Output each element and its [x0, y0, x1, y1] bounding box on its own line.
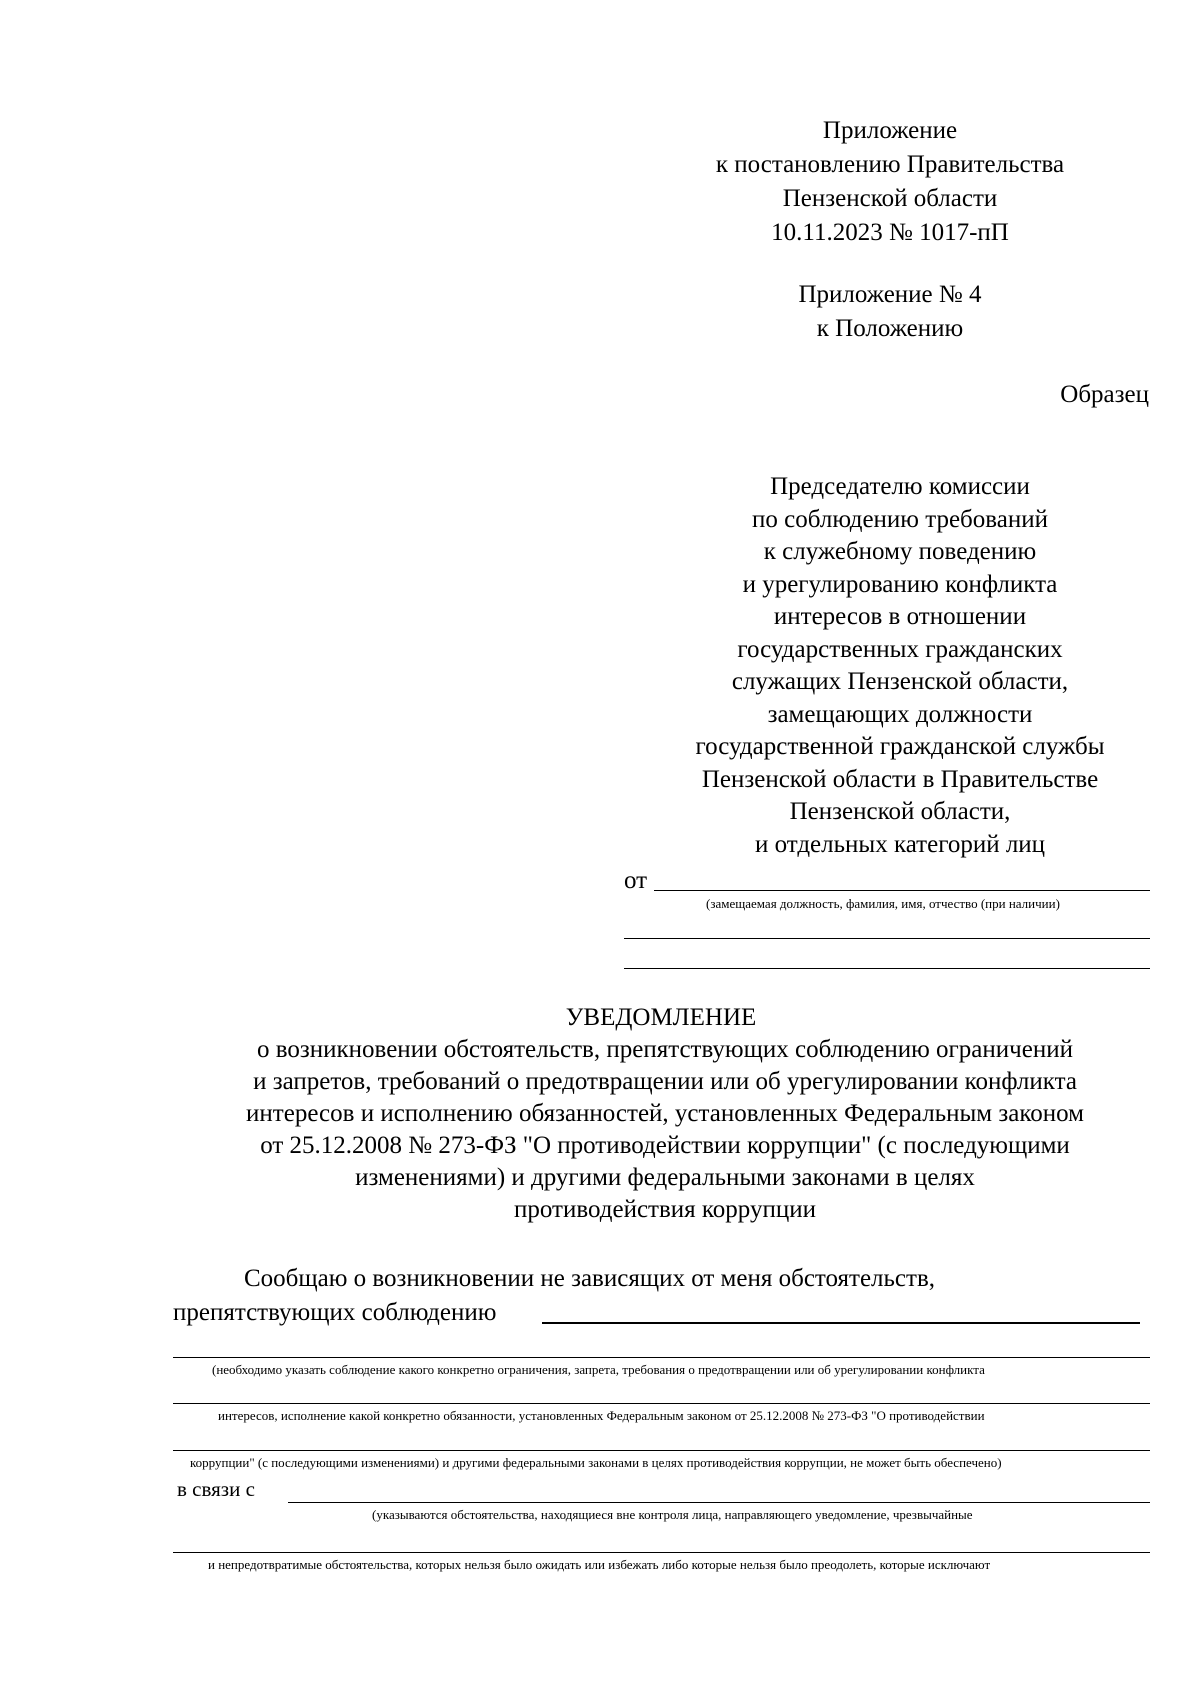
addressee-line: интересов в отношении: [773, 603, 1027, 630]
approval-block: [660, 114, 1120, 250]
addressee-line: замещающих должности: [767, 700, 1033, 728]
addressee-line: и отдельных категорий лиц: [754, 830, 1046, 858]
fill-line[interactable]: [173, 1450, 1150, 1451]
addressee-line: Пензенской области в Правительстве: [701, 765, 1099, 793]
from-fill-line[interactable]: [654, 890, 1150, 891]
addressee-line: государственной гражданской службы: [695, 733, 1105, 760]
caption-line: (необходимо указать соблюдение какого конкретно ограничения, запрета, требования о предотвращении или об урегулировании конфликта: [212, 1362, 985, 1377]
caption-line: коррупции" (с последующими изменениями) и другими федеральными законами в целях противодействия коррупции, не может быть обеспечено): [190, 1455, 1002, 1470]
from-fill-line-2[interactable]: [624, 938, 1150, 939]
addressee-line: и урегулированию конфликта: [742, 570, 1058, 598]
fill-line[interactable]: [173, 1403, 1150, 1404]
sample-label: Образец: [1060, 381, 1149, 408]
fill-line[interactable]: [173, 1552, 1150, 1553]
addressee-line: Председателю комиссии: [770, 473, 1030, 500]
addressee-line: Пензенской области,: [789, 798, 1011, 825]
obligation-fill-line[interactable]: [542, 1322, 1140, 1324]
approval-line: к постановлению Правительства: [715, 151, 1065, 178]
notice-subtitle: [170, 1034, 1160, 1226]
caption-line: интересов, исполнение какой конкретно обязанности, установленных Федеральным законом от 25.12.2008 № 273-ФЗ "О противодействии: [218, 1408, 985, 1423]
notice-subtitle-line: противодействия коррупции: [514, 1196, 816, 1223]
approval-line: Пензенской области: [782, 185, 998, 212]
caption-line: (указываются обстоятельства, находящиеся вне контроля лица, направляющего уведомление, чрезвычайные: [372, 1507, 973, 1522]
fill-line[interactable]: [173, 1357, 1150, 1358]
notice-title: УВЕДОМЛЕНИЕ: [565, 1004, 757, 1031]
body-text-line: Сообщаю о возникновении не зависящих от меня обстоятельств,: [244, 1265, 936, 1292]
notice-subtitle-line: интересов и исполнению обязанностей, установленных Федеральным законом: [246, 1100, 1084, 1127]
addressee-line: по соблюдению требований: [752, 505, 1048, 533]
in-connection-label: в связи с: [177, 1477, 255, 1501]
notice-subtitle-line: и запретов, требований о предотвращении или об урегулировании конфликта: [253, 1068, 1077, 1095]
from-fill-line-3[interactable]: [624, 968, 1150, 969]
approval-line: 10.11.2023 № 1017-пП: [771, 219, 1009, 246]
annex-block: [660, 278, 1120, 346]
body-text-line: препятствующих соблюдению: [173, 1299, 497, 1326]
addressee-line: к служебному поведению: [763, 538, 1037, 565]
from-caption: (замещаемая должность, фамилия, имя, отчество (при наличии): [706, 896, 1060, 911]
addressee-line: служащих Пензенской области,: [731, 668, 1069, 695]
approval-line: Приложение: [822, 117, 958, 144]
addressee-block: [620, 471, 1180, 861]
notice-subtitle-line: изменениями) и другими федеральными законами в целях: [355, 1164, 975, 1191]
caption-line: и непредотвратимые обстоятельства, которых нельзя было ожидать или избежать либо которые нельзя было преодолеть, которые исключают: [208, 1557, 991, 1572]
annex-line: Приложение № 4: [798, 281, 982, 308]
addressee-line: государственных гражданских: [737, 635, 1063, 663]
circumstances-fill-line[interactable]: [288, 1502, 1150, 1503]
from-label: от: [624, 867, 648, 894]
notice-subtitle-line: о возникновении обстоятельств, препятствующих соблюдению ограничений: [257, 1036, 1073, 1063]
annex-line: к Положению: [816, 315, 964, 342]
notice-subtitle-line: от 25.12.2008 № 273-ФЗ "О противодействии коррупции" (с последующими: [260, 1132, 1070, 1159]
